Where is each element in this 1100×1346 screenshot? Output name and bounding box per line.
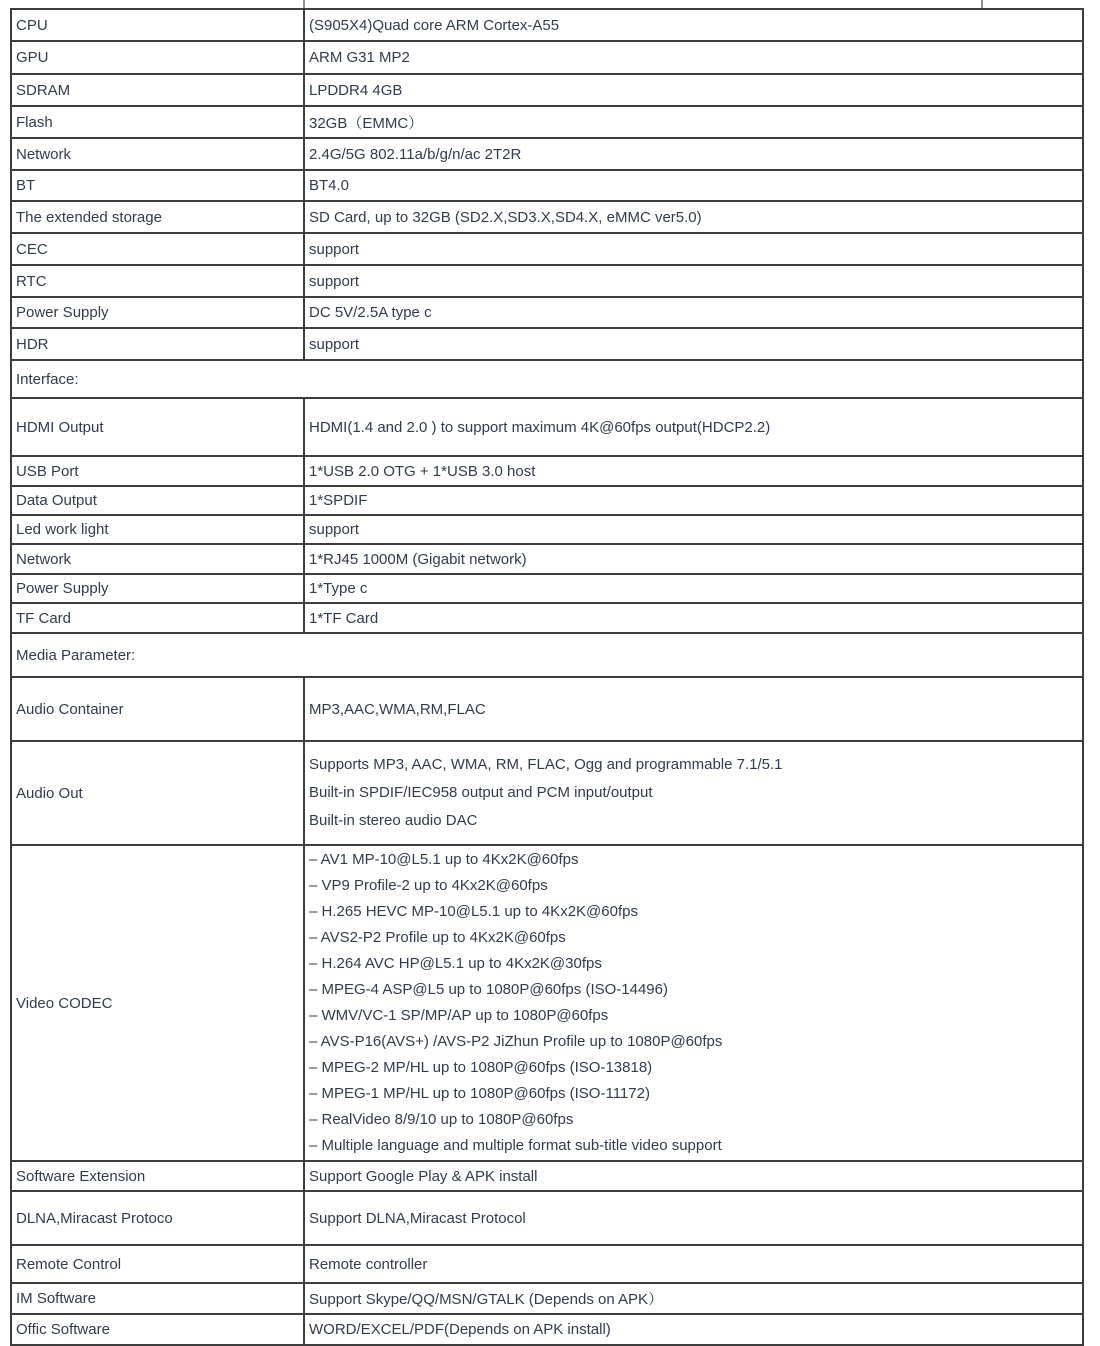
- spec-value: support: [304, 233, 1083, 265]
- spec-value-line: Supports MP3, AAC, WMA, RM, FLAC, Ogg and programmable 7.1/5.1: [309, 756, 783, 773]
- spec-row-software-extension: [11, 1161, 1083, 1191]
- spec-label: HDMI Output: [11, 398, 304, 456]
- spec-row-network-lan: [11, 544, 1083, 574]
- spec-label: Offic Software: [11, 1314, 304, 1345]
- spec-row-remote-control: [11, 1245, 1083, 1283]
- spec-row-flash: [11, 106, 1083, 138]
- section-title: Media Parameter:: [11, 633, 1083, 677]
- spec-row-audio-out: [11, 741, 1083, 845]
- spec-value: SD Card, up to 32GB (SD2.X,SD3.X,SD4.X, eMMC ver5.0): [304, 201, 1083, 233]
- spec-value-line: – MPEG-2 MP/HL up to 1080P@60fps (ISO-13818): [309, 1059, 653, 1076]
- spec-label: Remote Control: [11, 1245, 304, 1283]
- spec-value: [304, 741, 1083, 845]
- spec-value: Support Google Play & APK install: [304, 1161, 1083, 1191]
- spec-label: Network: [11, 138, 304, 170]
- spec-value-line: – MPEG-1 MP/HL up to 1080P@60fps (ISO-11172): [309, 1085, 650, 1102]
- spec-label: Led work light: [11, 515, 304, 544]
- spec-label: Network: [11, 544, 304, 574]
- section-row-media-parameter-header: [11, 633, 1083, 677]
- spec-value: support: [304, 515, 1083, 544]
- spec-label: Audio Out: [11, 741, 304, 845]
- spec-row-bt: [11, 170, 1083, 201]
- spec-row-gpu: [11, 41, 1083, 74]
- spec-label: IM Software: [11, 1283, 304, 1314]
- spec-row-cec: [11, 233, 1083, 265]
- spec-value-line: Built-in SPDIF/IEC958 output and PCM input/output: [309, 784, 653, 801]
- spec-label: Power Supply: [11, 297, 304, 328]
- spec-row-offic-software: [11, 1314, 1083, 1345]
- spec-value-line: – H.264 AVC HP@L5.1 up to 4Kx2K@30fps: [309, 955, 602, 972]
- spec-value: (S905X4)Quad core ARM Cortex-A55: [304, 9, 1083, 41]
- spec-value: 1*RJ45 1000M (Gigabit network): [304, 544, 1083, 574]
- spec-value-line: – WMV/VC-1 SP/MP/AP up to 1080P@60fps: [309, 1007, 609, 1024]
- spec-row-im-software: [11, 1283, 1083, 1314]
- spec-label: SDRAM: [11, 74, 304, 106]
- spec-label: CPU: [11, 9, 304, 41]
- spec-table-body: [11, 9, 1083, 1345]
- spec-row-power-supply: [11, 297, 1083, 328]
- spec-table: [10, 8, 1084, 1346]
- spec-value-line: – H.265 HEVC MP-10@L5.1 up to 4Kx2K@60fps: [309, 903, 638, 920]
- spec-value: ARM G31 MP2: [304, 41, 1083, 74]
- spec-row-dlna-miracast: [11, 1191, 1083, 1245]
- spec-row-led-work-light: [11, 515, 1083, 544]
- spec-label: Audio Container: [11, 677, 304, 741]
- spec-value: Support DLNA,Miracast Protocol: [304, 1191, 1083, 1245]
- spec-value: 1*USB 2.0 OTG + 1*USB 3.0 host: [304, 456, 1083, 486]
- spec-label: Software Extension: [11, 1161, 304, 1191]
- spec-row-data-output: [11, 486, 1083, 515]
- spec-value-line: – Multiple language and multiple format sub-title video support: [309, 1137, 722, 1154]
- spec-value: BT4.0: [304, 170, 1083, 201]
- spec-label: TF Card: [11, 603, 304, 633]
- spec-value: Support Skype/QQ/MSN/GTALK (Depends on APK）: [304, 1283, 1083, 1314]
- spec-label: Flash: [11, 106, 304, 138]
- spec-label: CEC: [11, 233, 304, 265]
- spec-value-line: – VP9 Profile-2 up to 4Kx2K@60fps: [309, 877, 548, 894]
- spec-label: Data Output: [11, 486, 304, 515]
- spec-value-line: Built-in stereo audio DAC: [309, 812, 478, 829]
- spec-value: support: [304, 328, 1083, 360]
- spec-value: 1*Type c: [304, 574, 1083, 603]
- section-row-interface-header: [11, 360, 1083, 398]
- spec-value: 1*SPDIF: [304, 486, 1083, 515]
- spec-row-tf-card: [11, 603, 1083, 633]
- spec-row-cpu: [11, 9, 1083, 41]
- spec-row-hdmi-output: [11, 398, 1083, 456]
- spec-row-hdr: [11, 328, 1083, 360]
- spec-label: RTC: [11, 265, 304, 297]
- spec-label: Video CODEC: [11, 845, 304, 1161]
- spec-row-usb-port: [11, 456, 1083, 486]
- spec-value: [304, 845, 1083, 1161]
- spec-value-line: – MPEG-4 ASP@L5 up to 1080P@60fps (ISO-14496): [309, 981, 668, 998]
- spec-row-sdram: [11, 74, 1083, 106]
- spec-value-line: – AV1 MP-10@L5.1 up to 4Kx2K@60fps: [309, 851, 579, 868]
- spec-value: 32GB（EMMC）: [304, 106, 1083, 138]
- spec-label: The extended storage: [11, 201, 304, 233]
- spec-value: DC 5V/2.5A type c: [304, 297, 1083, 328]
- spec-label: DLNA,Miracast Protoco: [11, 1191, 304, 1245]
- spec-value-line: – AVS2-P2 Profile up to 4Kx2K@60fps: [309, 929, 566, 946]
- spec-label: GPU: [11, 41, 304, 74]
- spec-value-line: – AVS-P16(AVS+) /AVS-P2 JiZhun Profile up to 1080P@60fps: [309, 1033, 723, 1050]
- spec-value: 1*TF Card: [304, 603, 1083, 633]
- spec-row-network-wifi: [11, 138, 1083, 170]
- spec-row-rtc: [11, 265, 1083, 297]
- spec-label: HDR: [11, 328, 304, 360]
- spec-label: BT: [11, 170, 304, 201]
- spec-value-line: – RealVideo 8/9/10 up to 1080P@60fps: [309, 1111, 574, 1128]
- spec-value: LPDDR4 4GB: [304, 74, 1083, 106]
- spec-row-video-codec: [11, 845, 1083, 1161]
- spec-value: 2.4G/5G 802.11a/b/g/n/ac 2T2R: [304, 138, 1083, 170]
- spec-label: Power Supply: [11, 574, 304, 603]
- spec-row-audio-container: [11, 677, 1083, 741]
- spec-label: USB Port: [11, 456, 304, 486]
- spec-value: MP3,AAC,WMA,RM,FLAC: [304, 677, 1083, 741]
- spec-value: support: [304, 265, 1083, 297]
- spec-row-power-supply-port: [11, 574, 1083, 603]
- section-title: Interface:: [11, 360, 1083, 398]
- spec-value: HDMI(1.4 and 2.0 ) to support maximum 4K@60fps output(HDCP2.2): [304, 398, 1083, 456]
- spec-value: Remote controller: [304, 1245, 1083, 1283]
- spec-value: WORD/EXCEL/PDF(Depends on APK install): [304, 1314, 1083, 1345]
- spec-row-extended-storage: [11, 201, 1083, 233]
